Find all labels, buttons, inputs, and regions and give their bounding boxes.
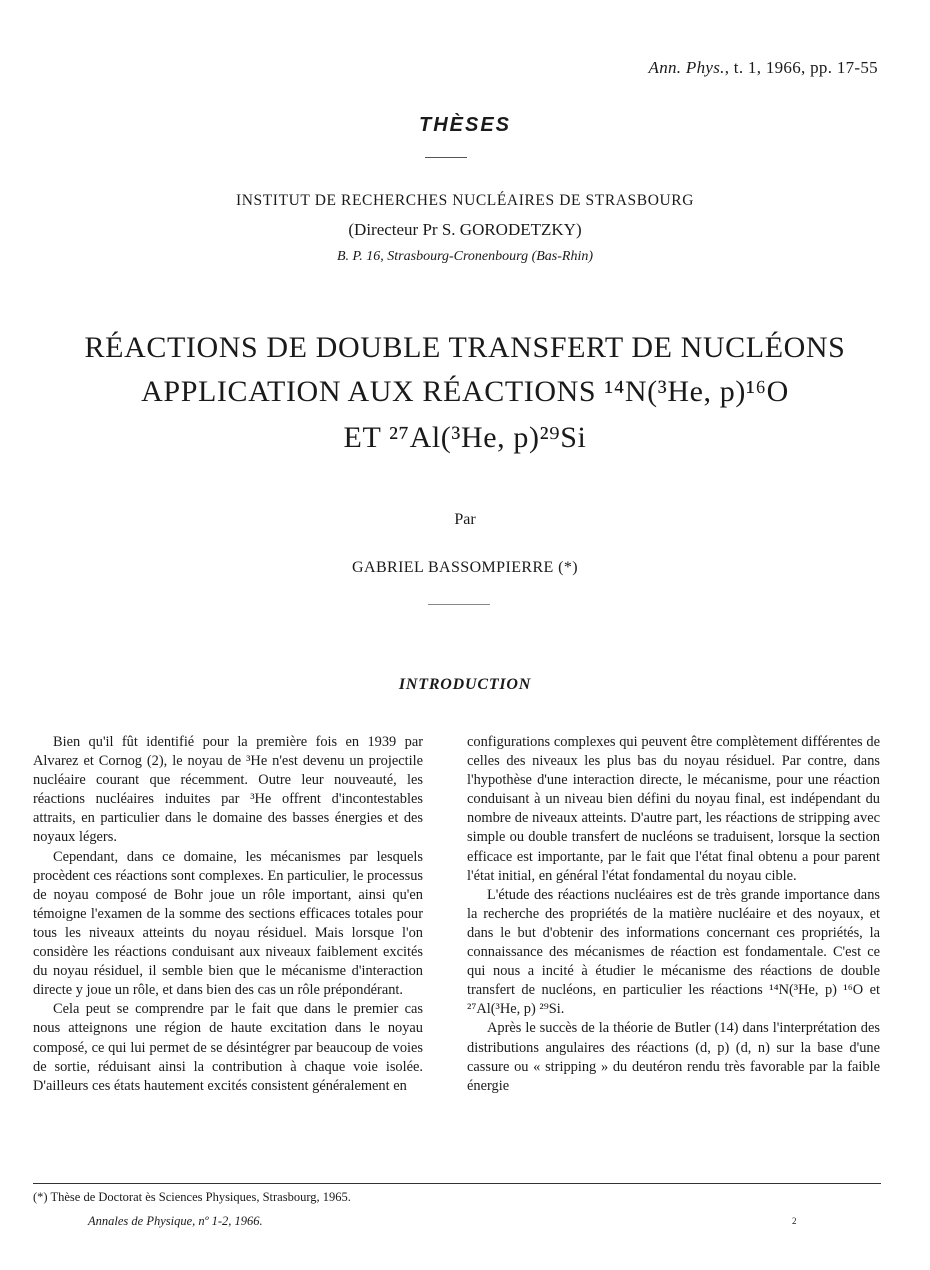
paragraph: Cela peut se comprendre par le fait que dans le premier cas nous atteignons une région de haute excitation dans le noyau composé, ce qui lui permet de se désintégrer par beaucoup de voies de sortie, réduisant ainsi la contribution à chaque voie isolée. D'ailleurs ces états hautement excités consistent généralement en: [33, 1001, 423, 1094]
paragraph: Après le succès de la théorie de Butler (14) dans l'interprétation des distributions angulaires des réactions (d, p) (d, n) sur la base d'une cassure ou « stripping » du deutéron rendu très favorable par la faible énergie: [467, 1020, 880, 1094]
divider: [425, 157, 467, 158]
volume-pages: , t. 1, 1966, pp. 17-55: [724, 58, 878, 77]
paragraph: configurations complexes qui peuvent être complètement différentes de celles des niveaux les plus bas du noyau résiduel. Par contre, dans l'hypothèse d'une interaction directe, le mécanisme, pour une réaction conduisant à un niveau bien défini du noyau final, est indépendant du nombre de niveaux atteints. D'autre part, les réactions de stripping avec simple ou double transfert de nucléons se traduisent, lorsque la section efficace est importante, par le fait que l'état final obtenu a pour parent l'état initial, en général l'état fondamental du noyau cible.: [467, 734, 880, 884]
divider: [428, 604, 490, 605]
paragraph: L'étude des réactions nucléaires est de très grande importance dans la recherche des propriétés de la matière nucléaire et des noyaux, et dans le but d'obtenir des informations concernant ces propriétés, la connaissance des mécanismes de réaction est fondamentale. C'est ce qui nous a incité à étudier le mécanisme des réactions de double transfert de nucléons, en particulier les réactions ¹⁴N(³He, p) ¹⁶O et ²⁷Al(³He, p) ²⁹Si.: [467, 886, 880, 1018]
paragraph: Cependant, dans ce domaine, les mécanismes par lesquels procèdent ces réactions sont complexes. En particulier, le processus de noyau composé de Bohr joue un rôle important, ainsi qu'en témoigne l'examen de la somme des sections efficaces totales pour tous les niveaux atteints du noyau résiduel. Mais lorsque l'on considère les réactions conduisant aux niveaux faiblement excités du noyau résiduel, il semble bien que le mécanisme d'interaction directe y joue un rôle, et dans bien des cas un rôle prépondérant.: [33, 848, 423, 999]
author-name: GABRIEL BASSOMPIERRE (*): [352, 559, 578, 576]
title-line-2: APPLICATION AUX RÉACTIONS ¹⁴N(³He, p)¹⁶O: [141, 375, 789, 408]
footnote: (*) Thèse de Doctorat ès Sciences Physiques, Strasbourg, 1965.: [33, 1190, 351, 1204]
right-column: [467, 733, 880, 1096]
paragraph: Bien qu'il fût identifié pour la première fois en 1939 par Alvarez et Cornog (2), le noyau de ³He n'est devenu un projectile nucléaire courant que récemment. Outre leur nouveauté, les réactions nucléaires induites par ³He offrent d'incontestables attraits, en particulier dans le domaine des basses énergies et des noyaux légers.: [33, 734, 423, 846]
institution-address: B. P. 16, Strasbourg-Cronenbourg (Bas-Rhin): [336, 249, 593, 264]
left-column: [33, 733, 423, 1096]
page-number: 2: [792, 1216, 797, 1226]
institution-director: (Directeur Pr S. GORODETZKY): [348, 220, 582, 239]
title-line-3: ET ²⁷Al(³He, p)²⁹Si: [343, 421, 587, 454]
institution-name: INSTITUT DE RECHERCHES NUCLÉAIRES DE STRASBOURG: [235, 192, 695, 209]
journal-abbrev: Ann. Phys.: [648, 58, 725, 77]
byline-par: Par: [454, 511, 476, 528]
title-line-1: RÉACTIONS DE DOUBLE TRANSFERT DE NUCLÉONS: [84, 331, 846, 364]
journal-line: Annales de Physique, nº 1-2, 1966.: [88, 1214, 263, 1228]
journal-citation: [649, 58, 878, 78]
footnote-rule: [33, 1183, 881, 1184]
section-label: THÈSES: [418, 114, 512, 136]
section-heading: INTRODUCTION: [398, 676, 532, 693]
